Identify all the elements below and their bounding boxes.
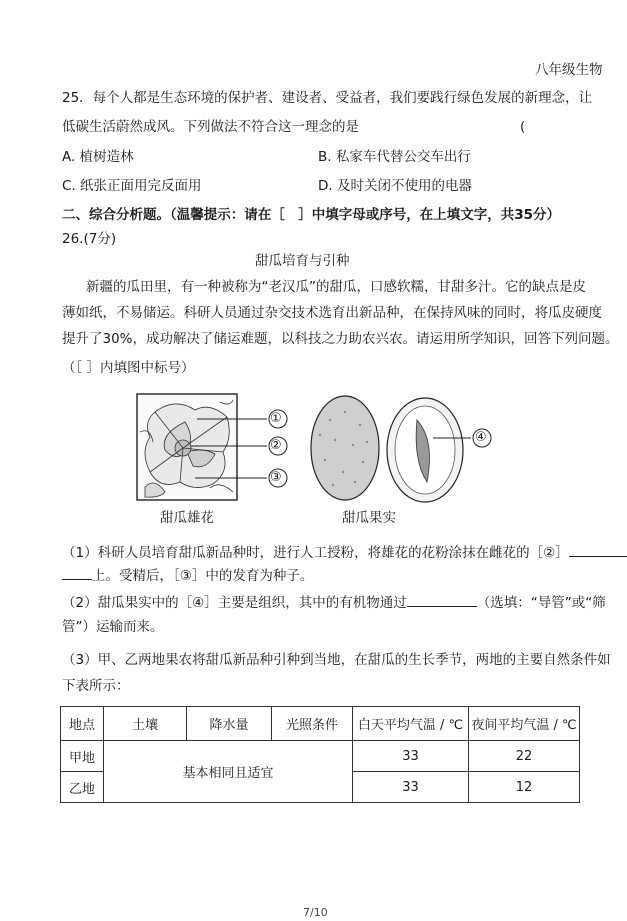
td-day-yi: 33 xyxy=(353,772,469,803)
td-place-jia: 甲地 xyxy=(61,741,104,772)
q26-passage-line1: 新疆的瓜田里，有一种被称为“老汉瓜”的甜瓜，口感软糯，甘甜多汁。它的缺点是皮 xyxy=(86,279,586,295)
q25-answer-paren: ( xyxy=(520,119,526,135)
q26-sub1-text1: （1）科研人员培育甜瓜新品种时，进行人工授粉，将雄花的花粉涂抹在雌花的［②］ xyxy=(62,545,569,561)
melon-fruit-figure xyxy=(305,390,505,510)
q26-passage-title: 甜瓜培育与引种 xyxy=(255,253,350,269)
q26-sub2-text1b: （选填：“导管”或“筛 xyxy=(476,595,606,611)
q26-sub2-line1 xyxy=(62,592,606,613)
q25-stem-line2: 低碳生活蔚然成风。下列做法不符合这一理念的是 xyxy=(62,119,359,135)
q25-option-a: A. 植树造林 xyxy=(62,149,134,165)
q26-sub1-line2 xyxy=(62,565,313,586)
table-row xyxy=(61,741,580,772)
th-rain: 降水量 xyxy=(187,707,272,741)
td-night-jia: 22 xyxy=(469,741,580,772)
q26-sub2-line2: 管”）运输而来。 xyxy=(62,619,164,635)
page-number: 7/10 xyxy=(303,906,328,919)
td-merged-conditions: 基本相同且适宜 xyxy=(104,741,353,803)
answer-blank-2[interactable] xyxy=(407,592,477,607)
q25-option-d: D. 及时关闭不使用的电器 xyxy=(318,178,472,194)
q26-note: （［ ］内填图中标号） xyxy=(62,360,195,376)
section2-title: 二、综合分析题。（温馨提示：请在［ ］中填字母或序号，在上填文字，共35分） xyxy=(62,207,561,223)
caption-fruit: 甜瓜果实 xyxy=(342,510,396,526)
q26-sub1-line1 xyxy=(62,542,627,563)
flower-label-2: ② xyxy=(270,438,282,453)
page-header-subject: 八年级生物 xyxy=(535,62,603,78)
th-night-temp: 夜间平均气温 / ℃ xyxy=(469,707,580,741)
td-place-yi: 乙地 xyxy=(61,772,104,803)
q26-sub1-text2: 上。受精后，［③］中的发育为种子。 xyxy=(92,568,314,584)
flower-label-3: ③ xyxy=(270,470,282,485)
caption-flower: 甜瓜雄花 xyxy=(160,510,214,526)
answer-blank-1-cont[interactable] xyxy=(62,565,92,580)
q26-passage-line2: 薄如纸，不易储运。科研人员通过杂交技术选育出新品种，在保持风味的同时，将瓜皮硬度 xyxy=(62,305,602,321)
th-light: 光照条件 xyxy=(272,707,353,741)
q26-passage-line3: 提升了30%，成功解决了储运难题，以科技之力助农兴农。请运用所学知识，回答下列问题。 xyxy=(62,331,619,347)
q26-header: 26.(7分) xyxy=(62,231,117,247)
q25-option-c: C. 纸张正面用完反面用 xyxy=(62,178,202,194)
q25-option-b: B. 私家车代替公交车出行 xyxy=(318,149,471,165)
answer-blank-1[interactable] xyxy=(569,542,627,557)
th-place: 地点 xyxy=(61,707,104,741)
flower-label-1: ① xyxy=(270,411,282,426)
td-day-jia: 33 xyxy=(353,741,469,772)
q25-stem-line1: 25．每个人都是生态环境的保护者、建设者、受益者，我们要践行绿色发展的新理念，让 xyxy=(62,90,593,106)
q26-sub3-line2: 下表所示： xyxy=(62,678,130,694)
td-night-yi: 12 xyxy=(469,772,580,803)
fruit-label-4: ④ xyxy=(475,430,487,445)
table-header-row xyxy=(61,707,580,741)
climate-table xyxy=(60,706,580,803)
th-soil: 土壤 xyxy=(104,707,187,741)
q26-sub3-line1: （3）甲、乙两地果农将甜瓜新品种引种到当地，在甜瓜的生长季节，两地的主要自然条件如 xyxy=(62,652,611,668)
q26-sub2-text1a: （2）甜瓜果实中的［④］主要是组织，其中的有机物通过 xyxy=(62,595,407,611)
th-day-temp: 白天平均气温 / ℃ xyxy=(353,707,469,741)
